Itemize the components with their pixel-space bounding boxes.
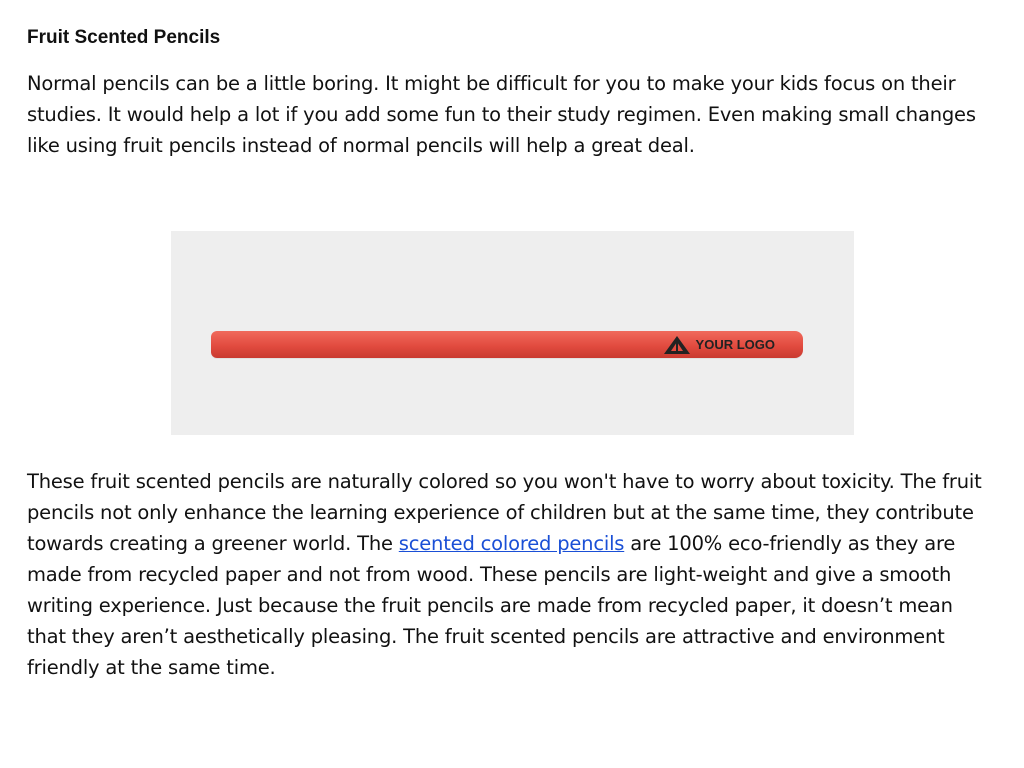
intro-paragraph: Normal pencils can be a little boring. It might be difficult for you to make your kids focus on their studies. It would help a lot if you add some fun to their study regimen. Even making small changes like using fruit pencils instead of normal pencils will help a great deal.: [27, 72, 976, 157]
logo-text: YOUR LOGO: [695, 337, 775, 352]
triangle-logo-icon: [664, 336, 690, 354]
body-paragraph: [27, 466, 997, 683]
pencil: [211, 331, 803, 358]
product-image: [171, 231, 854, 435]
body-text-after-link: are 100% eco-friendly as they are made from recycled paper and not from wood. These pencils are light-weight and give a smooth writing experience. Just because the fruit pencils are made from recycled paper, it doesn’t mean that they aren’t aesthetically pleasing. The fruit scented pencils are attractive and environment friendly at the same time.: [27, 532, 956, 679]
page-title: Fruit Scented Pencils: [27, 27, 221, 48]
body-text-before-link: These fruit scented pencils are naturally colored so you won't have to worry about toxicity. The fruit pencils not only enhance the learning experience of children but at the same time, they contribute towards creating a greener world. The: [27, 470, 982, 555]
document-page: [27, 24, 987, 161]
scented-colored-pencils-link[interactable]: scented colored pencils: [398, 532, 625, 555]
pencil-logo: [664, 334, 775, 355]
